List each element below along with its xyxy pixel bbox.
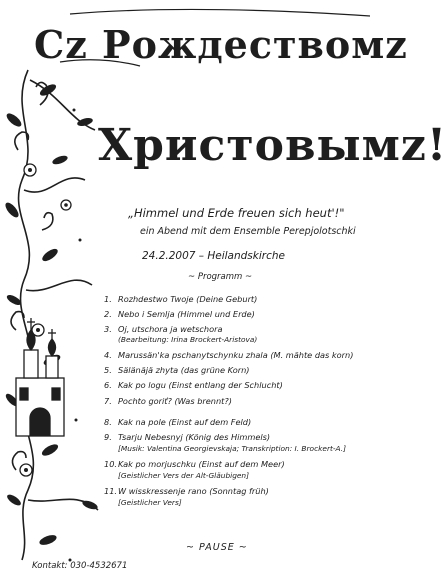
program-note [118, 444, 346, 453]
program-item-text: Pochto goriť? (Was brennt?) [118, 396, 232, 406]
program-item-text: Kak na pole (Einst auf dem Feld) [118, 417, 252, 427]
program-item-text: Nebo i Semlja (Himmel und Erde) [118, 309, 255, 319]
program-item [104, 432, 270, 442]
program-item-text: Kak po logu (Einst entlang der Schlucht) [118, 380, 283, 390]
title-line-2: Христовымz! [98, 120, 447, 171]
program-item [104, 396, 232, 406]
program-item-number: 2. [104, 309, 112, 319]
program-note [118, 471, 249, 480]
program-item-number: 11. [104, 486, 118, 496]
program-item [104, 324, 222, 334]
program-note-text: (Bearbeitung: Irina Brockert-Aristova) [118, 335, 258, 344]
program-item [104, 459, 285, 469]
program-item-text: Kak po morjuschku (Einst auf dem Meer) [118, 459, 285, 469]
program-item-number: 9. [104, 432, 112, 442]
program-item [104, 294, 257, 304]
program-item-number: 7. [104, 396, 112, 406]
event-date-venue: 24.2.2007 – Heilandskirche [142, 250, 285, 262]
event-description: ein Abend mit dem Ensemble Perepjolotschki [140, 226, 356, 237]
title-line-1: Сz Рождествомz [34, 22, 408, 67]
program-note-text: [Geistlicher Vers der Alt-Gläubigen] [118, 471, 249, 480]
pause-label: ~ PAUSE ~ [186, 542, 248, 553]
program-item-number: 8. [104, 417, 112, 427]
program-item [104, 486, 269, 496]
program-item-number: 5. [104, 365, 112, 375]
program-item-text: W wisskressenje rano (Sonntag früh) [118, 486, 269, 496]
program-item-text: Sälänäjä zhyta (das grüne Korn) [118, 365, 250, 375]
program-note-text: [Geistlicher Vers] [118, 498, 182, 507]
program-item-number: 10. [104, 459, 118, 469]
program-item-text: Oj, utschora ja wetschora [118, 324, 223, 334]
program-item-number: 3. [104, 324, 112, 334]
event-subtitle: „Himmel und Erde freuen sich heut'!" [128, 206, 345, 220]
program-note [118, 335, 257, 344]
program-item [104, 380, 283, 390]
program-item-text: Marussän'ka pschanytschynku zhala (M. mähte das korn) [118, 350, 354, 360]
program-note [118, 498, 182, 507]
program-item-text: Rozhdestwo Twoje (Deine Geburt) [118, 294, 258, 304]
program-item-number: 1. [104, 294, 112, 304]
program-item-number: 4. [104, 350, 112, 360]
program-item [104, 417, 251, 427]
program-item-text: Tsarju Nebesnyj (König des Himmels) [118, 432, 271, 442]
program-item [104, 309, 255, 319]
program-item [104, 365, 249, 375]
program-heading: ~ Programm ~ [188, 272, 253, 282]
program-item [104, 350, 353, 360]
contact-phone: Kontakt: 030-4532671 [32, 561, 128, 571]
program-item-number: 6. [104, 380, 112, 390]
program-note-text: [Musik: Valentina Georgievskaja; Transkription: I. Brockert-A.] [118, 444, 346, 453]
